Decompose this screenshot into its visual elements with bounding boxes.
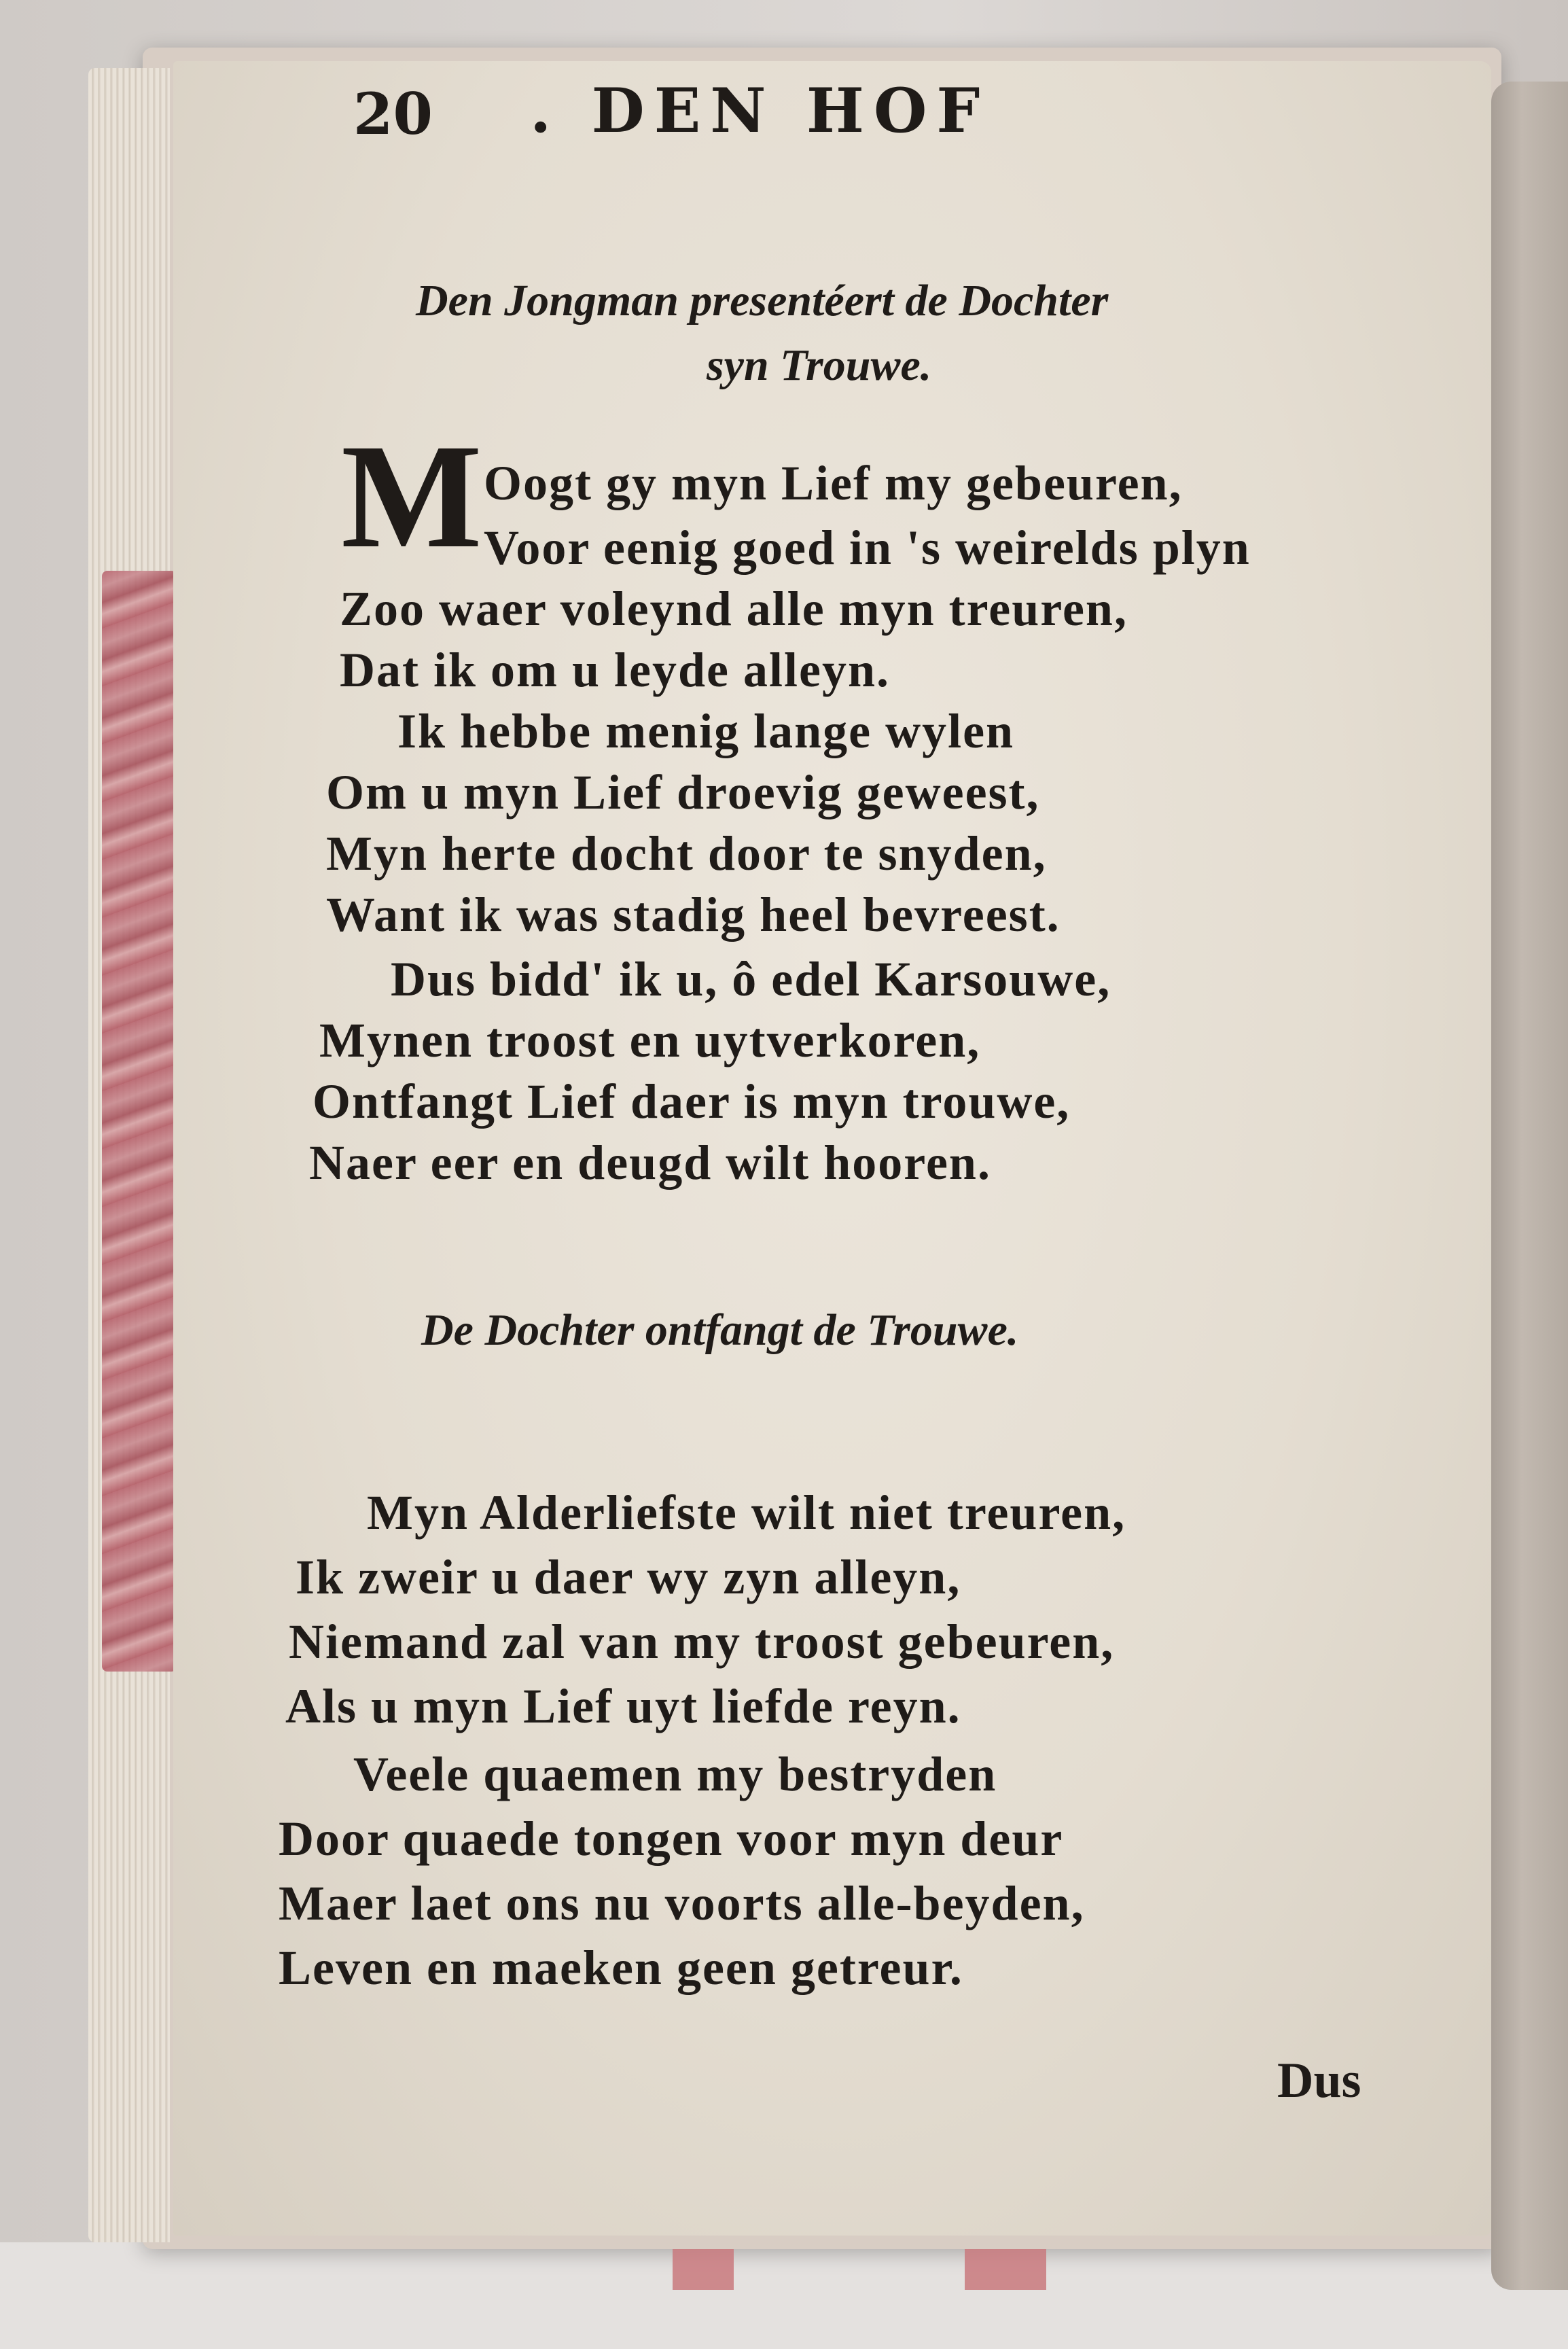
verse-line: Als u myn Lief uyt liefde reyn.: [285, 1679, 961, 1733]
verse-line: Myn Alderliefste wilt niet treuren,: [367, 1485, 1126, 1540]
running-head: . DEN HOF: [530, 75, 990, 147]
verse-line: Dus bidd' ik u, ô edel Karsouwe,: [391, 952, 1111, 1006]
verse-line: Mynen troost en uytverkoren,: [319, 1013, 981, 1067]
catchword: Dus: [1277, 2053, 1361, 2108]
facing-page-edge: [1491, 82, 1568, 2290]
verse-line: Want ik was stadig heel bevreest.: [326, 887, 1061, 942]
section1-heading-line2: syn Trouwe.: [707, 340, 932, 390]
verse-line: Niemand zal van my troost gebeuren,: [289, 1614, 1115, 1669]
verse-line: Ik zweir u daer wy zyn alleyn,: [296, 1550, 961, 1604]
verse-line: Veele quaemen my bestryden: [353, 1747, 997, 1801]
verse-line: Ontfangt Lief daer is myn trouwe,: [313, 1074, 1071, 1129]
verse-line: Ik hebbe menig lange wylen: [397, 704, 1015, 758]
drop-cap: M: [341, 413, 482, 579]
verse-line: Om u myn Lief droevig geweest,: [326, 765, 1040, 819]
ribbon-right: [965, 2249, 1046, 2290]
red-marbled-edge: [102, 571, 177, 1672]
page-number: 20: [353, 80, 433, 147]
verse-line-2: Voor eenig goed in 's weirelds plyn: [484, 520, 1251, 575]
verse-line: Dat ik om u leyde alleyn.: [340, 643, 891, 697]
section2-heading: De Dochter ontfangt de Trouwe.: [421, 1305, 1019, 1355]
section1-heading-line1: Den Jongman presentéert de Dochter: [416, 276, 1109, 325]
verse-line: Leven en maeken geen getreur.: [279, 1941, 963, 1995]
table-surface: [0, 2242, 1568, 2349]
ribbon-left: [673, 2249, 734, 2290]
verse-line: Naer eer en deugd wilt hooren.: [309, 1135, 991, 1190]
verse-line-1: Oogt gy myn Lief my gebeuren,: [484, 456, 1183, 510]
verse-line: Zoo waer voleynd alle myn treuren,: [340, 582, 1128, 636]
verse-line: Myn herte docht door te snyden,: [326, 826, 1047, 881]
verse-line: Maer laet ons nu voorts alle-beyden,: [279, 1876, 1085, 1930]
verse-line: Door quaede tongen voor myn deur: [279, 1812, 1064, 1866]
